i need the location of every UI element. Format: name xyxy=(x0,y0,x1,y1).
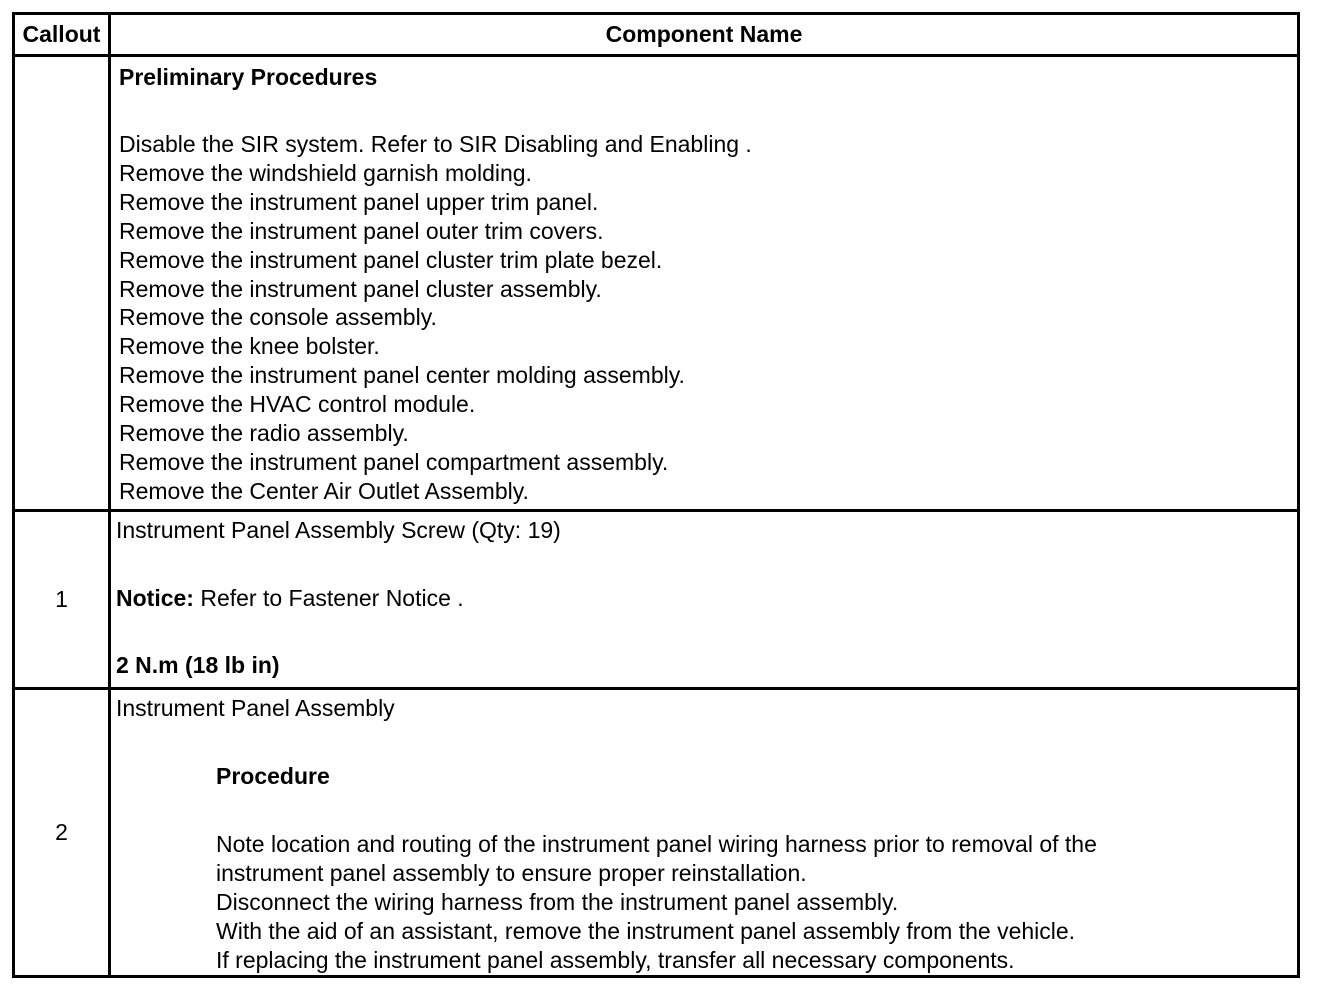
callout-2-cell xyxy=(15,690,111,975)
preliminary-step: Remove the instrument panel cluster assembly. xyxy=(119,275,602,302)
preliminary-callout-cell xyxy=(15,57,111,509)
component-name-column-header: Component Name xyxy=(605,21,803,47)
preliminary-step: Remove the Center Air Outlet Assembly. xyxy=(119,477,529,504)
preliminary-step: Remove the radio assembly. xyxy=(119,420,409,447)
callout-1-component-cell xyxy=(111,512,1297,687)
preliminary-step: Remove the instrument panel outer trim covers. xyxy=(119,217,604,244)
preliminary-procedures-cell xyxy=(111,57,1297,509)
notice-line xyxy=(116,584,464,613)
preliminary-procedures-title: Preliminary Procedures xyxy=(119,64,378,90)
torque-spec: 2 N.m (18 lb in) xyxy=(116,652,280,678)
preliminary-step: Remove the instrument panel cluster trim plate bezel. xyxy=(119,246,663,273)
callout-1-cell xyxy=(15,512,111,687)
preliminary-procedures-row xyxy=(15,57,1297,512)
callout-number: 2 xyxy=(55,819,68,845)
callout-number: 1 xyxy=(55,586,68,612)
callout-2-component-cell xyxy=(111,690,1297,975)
preliminary-step: Remove the console assembly. xyxy=(119,304,437,331)
preliminary-step: Remove the instrument panel upper trim panel. xyxy=(119,188,599,215)
procedure-step: instrument panel assembly to ensure proper reinstallation. xyxy=(216,859,807,886)
procedure-steps-list xyxy=(216,830,1097,975)
preliminary-step: Remove the instrument panel compartment assembly. xyxy=(119,448,669,475)
preliminary-step: Disable the SIR system. Refer to SIR Disabling and Enabling . xyxy=(119,131,752,157)
components-table xyxy=(12,12,1300,978)
procedure-title: Procedure xyxy=(216,763,330,789)
notice-label: Notice: xyxy=(116,585,194,611)
component-name: Instrument Panel Assembly xyxy=(116,695,395,721)
procedure-step: Disconnect the wiring harness from the instrument panel assembly. xyxy=(216,888,899,915)
callout-column-header: Callout xyxy=(15,15,111,54)
procedure-step: If replacing the instrument panel assembly, transfer all necessary components. xyxy=(216,946,1015,973)
preliminary-step: Remove the windshield garnish molding. xyxy=(119,159,532,186)
callout-1-row xyxy=(15,512,1297,690)
component-name: Instrument Panel Assembly Screw (Qty: 19) xyxy=(116,517,561,543)
notice-text: Refer to Fastener Notice . xyxy=(193,585,464,611)
preliminary-step: Remove the instrument panel center molding assembly. xyxy=(119,362,685,389)
preliminary-step: Remove the HVAC control module. xyxy=(119,391,476,418)
procedure-step: Note location and routing of the instrument panel wiring harness prior to removal of the xyxy=(216,831,1097,857)
procedure-step: With the aid of an assistant, remove the instrument panel assembly from the vehicle. xyxy=(216,917,1076,944)
preliminary-step: Remove the knee bolster. xyxy=(119,333,380,360)
table-header-row xyxy=(15,15,1297,57)
preliminary-steps-list xyxy=(119,130,752,506)
callout-2-row xyxy=(15,690,1297,975)
